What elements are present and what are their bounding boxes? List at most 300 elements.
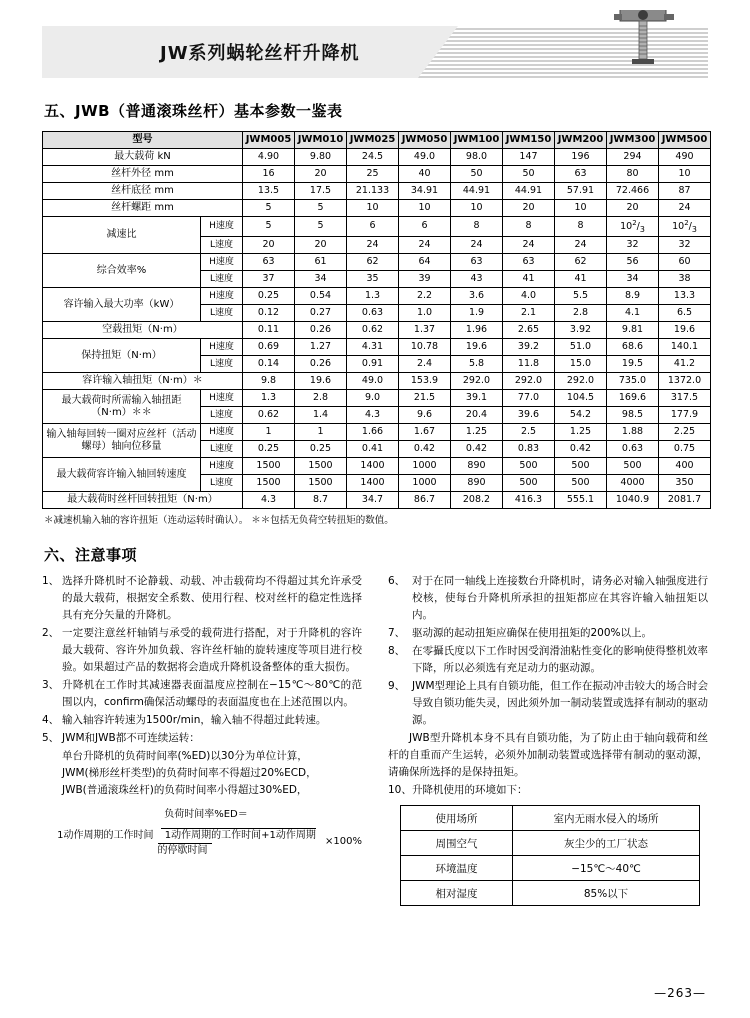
table-cell: 10: [659, 166, 711, 183]
table-cell: 24: [659, 200, 711, 217]
header-cell-model-4: JWM100: [451, 132, 503, 149]
table-cell: 1400: [347, 458, 399, 475]
table-cell: 72.466: [607, 183, 659, 200]
table-cell: 44.91: [451, 183, 503, 200]
table-cell: 208.2: [451, 492, 503, 509]
table-cell: 57.91: [555, 183, 607, 200]
table-cell: 0.63: [347, 305, 399, 322]
header-cell-model-0: JWM005: [243, 132, 295, 149]
table-row: [401, 856, 700, 881]
row-sublabel: H速度: [201, 288, 243, 305]
table-cell: 1: [295, 424, 347, 441]
table-cell: 555.1: [555, 492, 607, 509]
table-cell: 9.6: [399, 407, 451, 424]
row-sublabel: L速度: [201, 441, 243, 458]
table-cell: 1.4: [295, 407, 347, 424]
note-subtext: JWM(梯形丝杆类型)的负荷时间率不得超过20%ECD，: [62, 767, 317, 780]
header-cell-model-8: JWM500: [659, 132, 711, 149]
notes-column-right: [388, 573, 708, 906]
table-cell: 62: [555, 254, 607, 271]
list-item: [388, 643, 708, 677]
table-cell: 98.0: [451, 149, 503, 166]
table-cell: 1500: [295, 458, 347, 475]
list-item: [42, 730, 362, 747]
table-cell: 500: [555, 458, 607, 475]
table-cell: 1000: [399, 458, 451, 475]
table-cell: 0.11: [243, 322, 295, 339]
row-label: 丝杆底径 mm: [43, 183, 243, 200]
note-number: 4、: [42, 714, 60, 727]
table-cell: 6: [347, 217, 399, 237]
table-cell: 2.65: [503, 322, 555, 339]
table-cell: 10: [347, 200, 399, 217]
env-value: 灰尘少的工厂状态: [513, 831, 700, 856]
note-number: 3、: [42, 679, 60, 692]
table-cell: $10^2/_3$: [659, 217, 711, 237]
table-cell: 13.3: [659, 288, 711, 305]
note-text: JWM型理论上具有自锁功能，但工作在振动冲击较大的场合时会导致自锁功能失灵，因此须外加一制动装置或选择有制动的驱动源。: [412, 680, 708, 727]
table-cell: 39.2: [503, 339, 555, 356]
list-item: [388, 782, 708, 799]
row-sublabel: H速度: [201, 424, 243, 441]
table-cell: 1.0: [399, 305, 451, 322]
table-cell: 292.0: [555, 373, 607, 390]
notes-right-paragraph: JWB型升降机本身不具有自锁功能，为了防止由于轴向载荷和丝杆的自重而产生运转，必须外加制动装置或选择带有制动的驱动源，请确保所选择的是保持扭矩。: [388, 732, 708, 779]
note-text: 输入轴容许转速为1500r/min，输入轴不得超过此转速。: [62, 714, 327, 727]
note-text: 升降机在工作时其减速器表面温度应控制在−15℃～80℃的范围以内，confirm确保活动螺母的表面温度也在上述范围以内。: [62, 679, 362, 709]
table-cell: 2.5: [503, 424, 555, 441]
table-cell: 34.7: [347, 492, 399, 509]
table-cell: 4.0: [503, 288, 555, 305]
table-cell: 5: [243, 217, 295, 237]
table-cell: 50: [503, 166, 555, 183]
row-sublabel: H速度: [201, 217, 243, 237]
row-label: 减速比: [43, 217, 201, 254]
table-cell: 10: [555, 200, 607, 217]
table-cell: 24.5: [347, 149, 399, 166]
spec-table-head: [43, 132, 711, 149]
table-cell: 32: [607, 237, 659, 254]
table-cell: 317.5: [659, 390, 711, 407]
table-cell: 86.7: [399, 492, 451, 509]
fraction-numerator: 1动作周期的工作时间: [57, 830, 154, 842]
notes-list-left: [42, 573, 362, 747]
env-key: 周围空气: [401, 831, 513, 856]
header-decoration: [418, 10, 708, 78]
table-cell: 10: [399, 200, 451, 217]
row-label: 保持扭矩（N·m）: [43, 339, 201, 373]
table-row: [43, 492, 711, 509]
table-cell: 153.9: [399, 373, 451, 390]
notes-sub-list: [42, 748, 362, 799]
table-cell: 11.8: [503, 356, 555, 373]
note-number: 8、: [388, 645, 406, 658]
table-cell: 5.5: [555, 288, 607, 305]
table-cell: 20: [295, 237, 347, 254]
table-cell: 34: [607, 271, 659, 288]
table-cell: 24: [503, 237, 555, 254]
table-cell: 49.0: [399, 149, 451, 166]
notes-list-right: [388, 573, 708, 729]
table-cell: 64: [399, 254, 451, 271]
table-cell: 41.2: [659, 356, 711, 373]
table-cell: 9.80: [295, 149, 347, 166]
table-row: [401, 806, 700, 831]
table-row: [43, 288, 711, 305]
table-cell: 50: [451, 166, 503, 183]
table-cell: 51.0: [555, 339, 607, 356]
table-cell: 292.0: [451, 373, 503, 390]
page-title: JW系列蜗轮丝杆升降机: [160, 43, 360, 64]
table-cell: 292.0: [503, 373, 555, 390]
table-cell: 19.6: [295, 373, 347, 390]
table-cell: 1040.9: [607, 492, 659, 509]
table-cell: 15.0: [555, 356, 607, 373]
table-row: [43, 200, 711, 217]
env-value: 室内无雨水侵入的场所: [513, 806, 700, 831]
table-cell: 32: [659, 237, 711, 254]
table-cell: 0.12: [243, 305, 295, 322]
list-item: [42, 677, 362, 711]
table-cell: 1.3: [243, 390, 295, 407]
table-cell: 2.25: [659, 424, 711, 441]
table-cell: 400: [659, 458, 711, 475]
env-key: 相对湿度: [401, 881, 513, 906]
table-cell: 8: [451, 217, 503, 237]
row-sublabel: L速度: [201, 237, 243, 254]
table-cell: 54.2: [555, 407, 607, 424]
table-cell: 60: [659, 254, 711, 271]
table-cell: 5: [295, 217, 347, 237]
table-cell: 34: [295, 271, 347, 288]
row-sublabel: L速度: [201, 475, 243, 492]
table-cell: 2.2: [399, 288, 451, 305]
table-cell: 0.42: [555, 441, 607, 458]
table-cell: 0.42: [399, 441, 451, 458]
table-row: [43, 183, 711, 200]
table-cell: 500: [503, 475, 555, 492]
env-value: 85%以下: [513, 881, 700, 906]
note-text: 驱动源的起动扭矩应确保在使用扭矩的200%以上。: [412, 627, 653, 640]
table-cell: 5: [243, 200, 295, 217]
row-label: 丝杆外径 mm: [43, 166, 243, 183]
table-cell: 63: [451, 254, 503, 271]
table-cell: 6: [399, 217, 451, 237]
table-cell: 0.62: [243, 407, 295, 424]
duty-cycle-label: 负荷时间率%ED＝: [164, 809, 248, 821]
table-cell: 0.14: [243, 356, 295, 373]
row-label: 丝杆螺距 mm: [43, 200, 243, 217]
table-cell: 0.41: [347, 441, 399, 458]
row-sublabel: H速度: [201, 339, 243, 356]
table-cell: 4.1: [607, 305, 659, 322]
list-item: [388, 573, 708, 624]
table-cell: 1500: [295, 475, 347, 492]
header-cell-model-7: JWM300: [607, 132, 659, 149]
row-sublabel: H速度: [201, 458, 243, 475]
table-cell: 10: [451, 200, 503, 217]
table-cell: 1.25: [555, 424, 607, 441]
row-label: 最大载荷时丝杆回转扭矩（N·m）: [43, 492, 243, 509]
table-cell: 44.91: [503, 183, 555, 200]
note-number: 5、: [42, 732, 60, 745]
table-cell: 62: [347, 254, 399, 271]
table-cell: 500: [555, 475, 607, 492]
table-cell: 21.5: [399, 390, 451, 407]
row-sublabel: L速度: [201, 356, 243, 373]
table-cell: 24: [451, 237, 503, 254]
fraction-denominator: 1动作周期的工作时间+1动作周期的停歇时间: [157, 830, 316, 857]
table-cell: 68.6: [607, 339, 659, 356]
note-number: 1、: [42, 575, 60, 588]
table-cell: 104.5: [555, 390, 607, 407]
table-cell: 490: [659, 149, 711, 166]
notes-list-right-10: [388, 782, 708, 799]
duty-cycle-fraction: [50, 826, 362, 856]
note-number: 7、: [388, 627, 406, 640]
table-cell: 1.9: [451, 305, 503, 322]
table-cell: 25: [347, 166, 399, 183]
table-cell: 1372.0: [659, 373, 711, 390]
table-cell: 0.27: [295, 305, 347, 322]
table-cell: 19.5: [607, 356, 659, 373]
env-value: −15℃～40℃: [513, 856, 700, 881]
table-cell: 4.90: [243, 149, 295, 166]
row-label: 最大载荷 kN: [43, 149, 243, 166]
table-row: [43, 458, 711, 475]
table-cell: 4000: [607, 475, 659, 492]
header-cell-model-5: JWM150: [503, 132, 555, 149]
table-row: [43, 254, 711, 271]
table-cell: 19.6: [659, 322, 711, 339]
table-cell: 1500: [243, 475, 295, 492]
table-cell: 0.69: [243, 339, 295, 356]
table-row: [43, 166, 711, 183]
table-cell: 0.25: [243, 441, 295, 458]
table-cell: 87: [659, 183, 711, 200]
table-cell: 40: [399, 166, 451, 183]
table-cell: 500: [607, 458, 659, 475]
row-label: 最大载荷容许输入轴回转速度: [43, 458, 201, 492]
page-number: —263—: [654, 986, 706, 1000]
table-cell: 5.8: [451, 356, 503, 373]
table-cell: 56: [607, 254, 659, 271]
table-cell: 735.0: [607, 373, 659, 390]
table-cell: 0.62: [347, 322, 399, 339]
row-label: 最大载荷时所需输入轴扭距（N·m）＊＊: [43, 390, 201, 424]
spec-table-body: [43, 149, 711, 509]
table-cell: 1.25: [451, 424, 503, 441]
table-cell: 19.6: [451, 339, 503, 356]
table-cell: 2.8: [555, 305, 607, 322]
table-cell: 890: [451, 458, 503, 475]
table-cell: 0.25: [243, 288, 295, 305]
notes-column-left: [42, 573, 362, 906]
header-cell-model-6: JWM200: [555, 132, 607, 149]
row-label: 容许输入轴扭矩（N·m）＊: [43, 373, 243, 390]
note-text: 升降机使用的环境如下：: [412, 784, 528, 797]
table-cell: 294: [607, 149, 659, 166]
table-cell: 37: [243, 271, 295, 288]
table-cell: 20: [243, 237, 295, 254]
note-number: 9、: [388, 680, 406, 693]
note-number: 10、: [388, 784, 412, 797]
table-cell: 63: [243, 254, 295, 271]
table-cell: 9.8: [243, 373, 295, 390]
fraction-tail: ×100%: [325, 835, 362, 847]
table-cell: 98.5: [607, 407, 659, 424]
table-cell: 17.5: [295, 183, 347, 200]
note-text: 一定要注意丝杆轴销与承受的载荷进行搭配，对于升降机的容许最大载荷、容许外加负载、容许丝杆轴的旋转速度等项目进行校验。如果超过产品的数据将会造成升降机设备整体的重大损伤。: [62, 627, 362, 674]
note-text: 选择升降机时不论静载、动载、冲击载荷均不得超过其允许承受的最大载荷，根据安全系数、使用行程、校对丝杆的稳定性选择具有充分矢量的升降机。: [62, 575, 362, 622]
table-cell: 0.42: [451, 441, 503, 458]
table-cell: 21.133: [347, 183, 399, 200]
env-key: 环境温度: [401, 856, 513, 881]
table-cell: 1.27: [295, 339, 347, 356]
table-cell: 2.8: [295, 390, 347, 407]
table-cell: 9.81: [607, 322, 659, 339]
table-cell: 1.37: [399, 322, 451, 339]
table-cell: 4.3: [347, 407, 399, 424]
table-cell: 0.91: [347, 356, 399, 373]
table-cell: 1.66: [347, 424, 399, 441]
note-subtext: 单台升降机的负荷时间率(%ED)以30分为单位计算，: [62, 750, 308, 763]
list-item: [388, 625, 708, 642]
header-cell-model-3: JWM050: [399, 132, 451, 149]
table-cell: 147: [503, 149, 555, 166]
table-cell: 16: [243, 166, 295, 183]
table-row: [401, 881, 700, 906]
table-cell: 20.4: [451, 407, 503, 424]
table-cell: 13.5: [243, 183, 295, 200]
header-cell-model: 型号: [43, 132, 243, 149]
table-cell: 196: [555, 149, 607, 166]
table-cell: 20: [295, 166, 347, 183]
table-cell: 9.0: [347, 390, 399, 407]
table-cell: 0.26: [295, 356, 347, 373]
table-cell: 49.0: [347, 373, 399, 390]
row-sublabel: L速度: [201, 271, 243, 288]
list-item: [42, 625, 362, 676]
table-cell: 2.4: [399, 356, 451, 373]
table-cell: 2081.7: [659, 492, 711, 509]
table-cell: 1000: [399, 475, 451, 492]
table-cell: 41: [555, 271, 607, 288]
table-cell: 1.96: [451, 322, 503, 339]
table-cell: 350: [659, 475, 711, 492]
table-cell: 24: [399, 237, 451, 254]
table-cell: 500: [503, 458, 555, 475]
section-title-six: 六、注意事项: [44, 546, 138, 565]
table-cell: 24: [555, 237, 607, 254]
table-cell: 39.6: [503, 407, 555, 424]
table-row: [43, 424, 711, 441]
header-cell-model-1: JWM010: [295, 132, 347, 149]
table-row: [43, 149, 711, 166]
table-header-row: [43, 132, 711, 149]
table-row: [43, 390, 711, 407]
list-item: [42, 573, 362, 624]
table-cell: 0.83: [503, 441, 555, 458]
table-cell: 1400: [347, 475, 399, 492]
table-cell: 5: [295, 200, 347, 217]
table-cell: 8.9: [607, 288, 659, 305]
table-cell: 1.3: [347, 288, 399, 305]
table-row: [43, 217, 711, 237]
table-row: [43, 339, 711, 356]
table-cell: 10.78: [399, 339, 451, 356]
row-sublabel: H速度: [201, 390, 243, 407]
table-cell: 24: [347, 237, 399, 254]
table-cell: 3.92: [555, 322, 607, 339]
table-cell: 63: [555, 166, 607, 183]
table-cell: 8: [503, 217, 555, 237]
duty-cycle-formula: [50, 805, 362, 820]
table-cell: 8.7: [295, 492, 347, 509]
table-cell: 416.3: [503, 492, 555, 509]
row-label: 容许输入最大功率（kW）: [43, 288, 201, 322]
spec-table: [42, 131, 711, 509]
table-cell: 4.31: [347, 339, 399, 356]
table-cell: 39.1: [451, 390, 503, 407]
note-text: 对于在同一轴线上连接数台升降机时，请务必对输入轴强度进行校核，使每台升降机所承担的扭矩都应在其容许输入轴扭矩以内。: [412, 575, 708, 622]
table-cell: 0.26: [295, 322, 347, 339]
table-cell: 43: [451, 271, 503, 288]
table-cell: 61: [295, 254, 347, 271]
table-cell: 63: [503, 254, 555, 271]
table-footnote: ＊减速机输入轴的容许扭矩（连动运转时确认）。 ＊＊包括无负荷空转扭矩的数值。: [44, 515, 394, 527]
table-cell: 34.91: [399, 183, 451, 200]
row-sublabel: L速度: [201, 407, 243, 424]
table-cell: 1.88: [607, 424, 659, 441]
table-cell: 4.3: [243, 492, 295, 509]
table-cell: 35: [347, 271, 399, 288]
table-cell: 177.9: [659, 407, 711, 424]
table-cell: 39: [399, 271, 451, 288]
table-cell: 0.54: [295, 288, 347, 305]
note-subtext: JWB(普通滚珠丝杆)的负荷时间率小得超过30%ED，: [62, 784, 308, 797]
table-cell: 0.25: [295, 441, 347, 458]
table-cell: $10^2/_3$: [607, 217, 659, 237]
section-title-five: 五、JWB（普通滚珠丝杆）基本参数一鉴表: [44, 102, 343, 120]
table-cell: 41: [503, 271, 555, 288]
table-cell: 20: [503, 200, 555, 217]
table-cell: 8: [555, 217, 607, 237]
env-key: 使用场所: [401, 806, 513, 831]
table-cell: 1.67: [399, 424, 451, 441]
table-cell: 38: [659, 271, 711, 288]
table-cell: 2.1: [503, 305, 555, 322]
table-cell: 169.6: [607, 390, 659, 407]
table-row: [43, 322, 711, 339]
note-number: 6、: [388, 575, 406, 588]
row-sublabel: H速度: [201, 254, 243, 271]
table-cell: 80: [607, 166, 659, 183]
table-cell: 20: [607, 200, 659, 217]
note-text: JWM和JWB都不可连续运转：: [62, 732, 200, 745]
note-text: 在零攝氏度以下工作时因受润滑油粘性变化的影响使得整机效率下降，所以必须选有充足动力的驱动源。: [412, 645, 708, 675]
table-cell: 3.6: [451, 288, 503, 305]
screw-jack-icon: [596, 10, 692, 76]
table-cell: 890: [451, 475, 503, 492]
table-cell: 0.75: [659, 441, 711, 458]
list-item: [388, 678, 708, 729]
table-row: [401, 831, 700, 856]
environment-table: [400, 805, 700, 906]
table-row: [43, 373, 711, 390]
row-label: 输入轴每回转一圈对应丝杆（活动螺母）轴向位移量: [43, 424, 201, 458]
note-number: 2、: [42, 627, 60, 640]
